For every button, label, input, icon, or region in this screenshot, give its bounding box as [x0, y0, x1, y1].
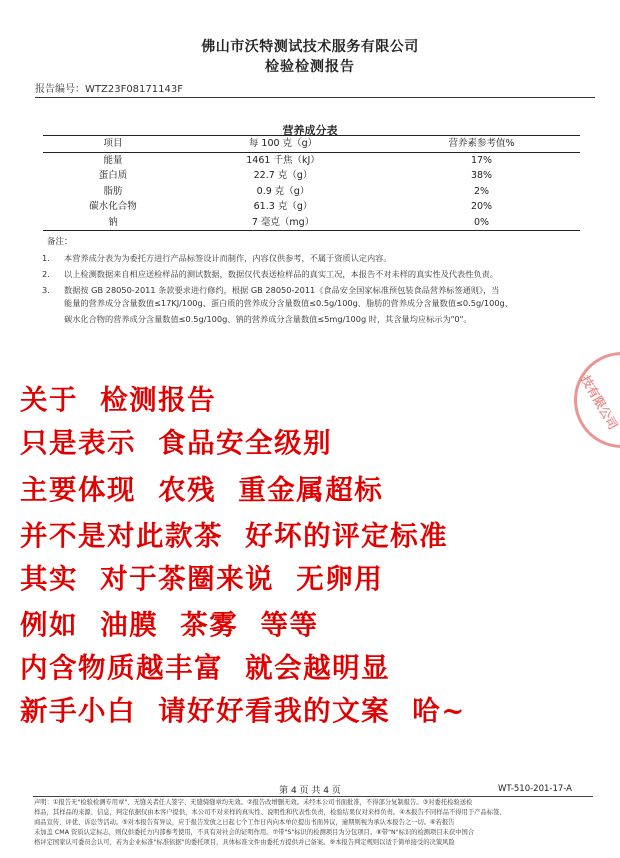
header-divider: [35, 97, 595, 98]
overlay-caption-line: 新手小白 请好好看我的文案 哈~: [20, 695, 466, 727]
seal-text: 技有限公司: [578, 373, 620, 432]
column-header-item: 项目: [103, 138, 123, 149]
cell-item: 钠: [108, 216, 118, 228]
cell-amount: 22.7 克（g）: [253, 170, 313, 181]
form-code: WT-510-201-17-A: [498, 784, 572, 794]
footer-divider: [33, 796, 593, 797]
disclaimer-line: 格评定国家认可委员会认可，若为企业标准"标准依据"的委托项目，具体标准文件由委托方提供并已备案。⑨本报告判定规则以适于简单接受的决策风险: [34, 839, 455, 846]
cell-nrv: 17%: [470, 154, 493, 166]
cell-item: 碳水化合物: [89, 201, 137, 212]
cell-amount: 0.9 克（g）: [256, 185, 310, 197]
note-number: 1.: [42, 253, 50, 263]
cell-nrv: 38%: [470, 170, 493, 181]
table-row: [43, 215, 580, 231]
note-number: 2.: [42, 269, 50, 279]
cell-nrv: 0%: [473, 216, 490, 228]
overlay-caption-line: 关于 检测报告: [20, 384, 217, 416]
nutrition-table: [43, 135, 580, 231]
company-name: 佛山市沃特测试技术服务有限公司: [201, 39, 419, 55]
overlay-caption-line: 并不是对此款茶 好坏的评定标准: [20, 520, 449, 552]
note-item: [42, 282, 597, 298]
nutrition-table-title: 营养成分表: [282, 124, 338, 137]
document-title: 检验检测报告: [265, 59, 355, 75]
cell-amount: 61.3 克（g）: [253, 201, 313, 212]
note-text: 数据按 GB 28050-2011 条款要求进行修约，根据 GB 28050-2011《食品安全国家标准预包装食品营养标签通则》，当: [64, 285, 500, 295]
column-header-per100g: 每 100 克（g）: [248, 138, 318, 149]
overlay-caption-line: 例如 油膜 茶雾 等等: [20, 609, 319, 641]
disclaimer-line: 未加盖 CMA 资质认定标志，则仅供委托方内部参考使用，不具有对社会的证明作用。⑦带"S"标识的检测项目为分包项目。⑧带"N"标识的检测项目未获中国合: [34, 829, 475, 836]
disclaimer: [34, 798, 594, 848]
cell-nrv: 20%: [470, 201, 493, 212]
column-header-nrv: 营养素参考值%: [448, 138, 515, 149]
table-header-row: [43, 136, 580, 153]
overlay-caption-line: 其实 对于茶圈来说 无卵用: [20, 563, 384, 595]
report-number: 报告编号：WTZ23F08171143F: [35, 84, 183, 95]
cell-item: 脂肪: [103, 185, 123, 197]
cell-item: 能量: [103, 154, 123, 166]
note-text: 本营养成分表为为委托方进行产品标签设计而制作，内容仅供参考，不属于资质认定内容。: [64, 253, 392, 263]
note-continuation: 碳水化合物的营养成分含量数值≤0.5g/100g、钠的营养成分含量数值≤5mg/100g 时，其含量均应标示为"0"。: [64, 314, 472, 324]
overlay-caption-line: 主要体现 农残 重金属超标: [20, 474, 384, 506]
note-text: 以上检测数据来自相应送检样品的测试数据，数据仅代表送检样品的真实工况，本报告不对未样的真实性及代表性负责。: [64, 269, 498, 279]
note-item: [42, 250, 597, 266]
table-row: [43, 199, 580, 215]
cell-item: 蛋白质: [98, 170, 128, 181]
cell-amount: 7 毫克（mg）: [251, 216, 315, 228]
cell-nrv: 2%: [473, 185, 490, 197]
notes-label: 备注：: [47, 237, 73, 247]
note-number: 3.: [42, 285, 50, 295]
disclaimer-line: 商品宣传、评优、诉讼等活动。⑤对本报告有异议，应于报告发放之日起七个工作日内向本单位提出书面异议，逾期则视为承认本报告之一切。⑥若报告: [34, 819, 455, 826]
disclaimer-line: 样品，其样品的来源、信息，判定依据仅由本客户提供，本公司不对来样的真实性、说明性和代表性负责，检验结果仅对来样负责。④本报告不同样品不得用于产品标签、: [34, 809, 506, 816]
note-item: [42, 266, 597, 282]
overlay-caption-line: 只是表示 食品安全级别: [20, 427, 333, 459]
disclaimer-line: 声明：①报告无"检验检测专用章"、无缝关者任人签字、无缝骑缝章均无效。②报告改增删无效。未经本公司书面批准，不得部分复制报告。③对委托检验送检: [34, 799, 473, 806]
table-row: [43, 152, 580, 168]
page-number: 第 4 页 共 4 页: [279, 786, 341, 796]
overlay-caption-line: 内含物质越丰富 就会越明显: [20, 652, 391, 684]
note-continuation: 能量的营养成分含量数值≤17KJ/100g、蛋白质的营养成分含量数值≤0.5g/100g、脂肪的营养成分含量数值≤0.5g/100g、: [64, 298, 513, 308]
cell-amount: 1461 千焦（kJ）: [246, 154, 320, 166]
table-row: [43, 168, 580, 184]
table-row: [43, 184, 580, 200]
